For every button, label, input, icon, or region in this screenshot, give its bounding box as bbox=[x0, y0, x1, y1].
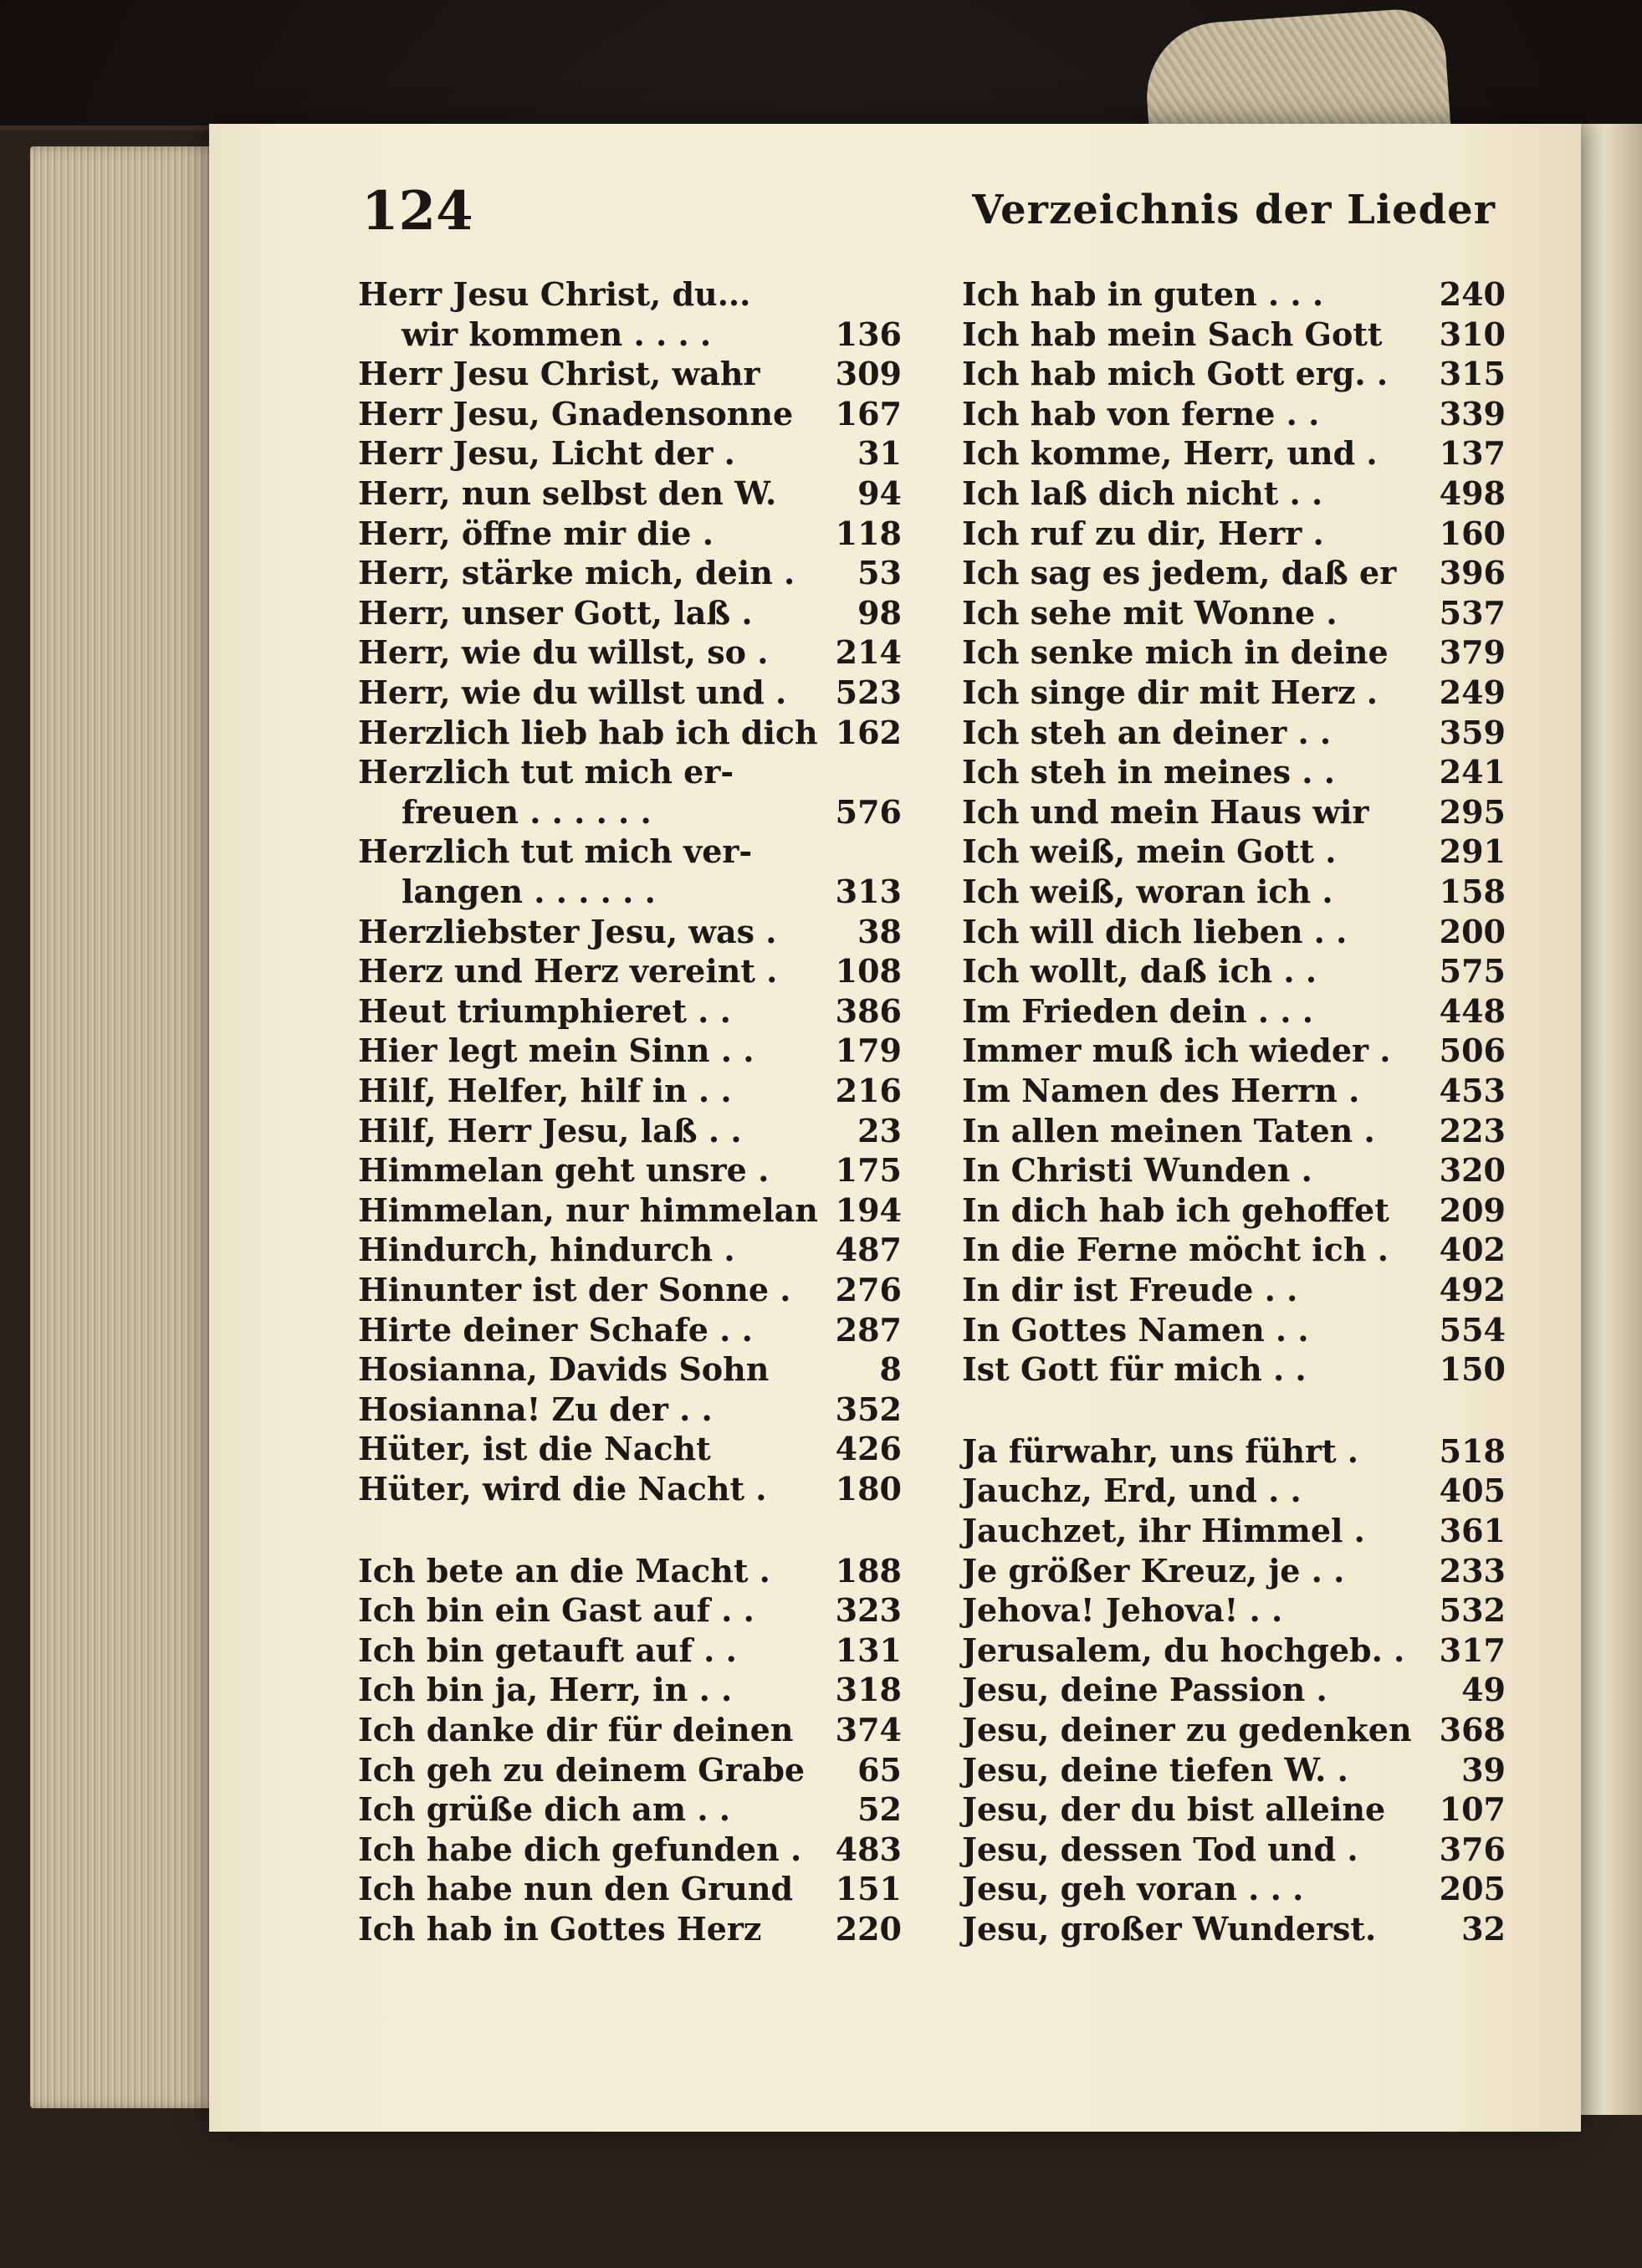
index-entry bbox=[358, 872, 902, 912]
index-entry bbox=[358, 912, 902, 952]
index-entry bbox=[358, 673, 902, 713]
hymn-number: 249 bbox=[1439, 673, 1506, 711]
hymn-number: 576 bbox=[835, 792, 902, 831]
hymn-title: Jehova! Jehova! . . bbox=[962, 1591, 1283, 1630]
hymn-number: 216 bbox=[835, 1072, 902, 1109]
index-entry bbox=[358, 553, 902, 593]
hymn-title: Ich sehe mit Wonne . bbox=[962, 593, 1338, 632]
hymn-number: 498 bbox=[1439, 474, 1506, 512]
hymn-number: 49 bbox=[1461, 1671, 1506, 1709]
index-entry bbox=[962, 274, 1506, 315]
hymn-number: 426 bbox=[835, 1430, 902, 1468]
hymn-number: 523 bbox=[835, 673, 902, 711]
index-entry bbox=[358, 1551, 902, 1591]
hymn-title: Hinunter ist der Sonne . bbox=[358, 1271, 791, 1308]
hymn-number: 532 bbox=[1439, 1591, 1506, 1630]
hymn-title: Herzlich tut mich ver- bbox=[358, 832, 753, 871]
index-entry bbox=[358, 1071, 902, 1111]
hymn-title: Hosianna, Davids Sohn bbox=[358, 1350, 770, 1389]
hymn-number: 52 bbox=[857, 1790, 902, 1829]
hymn-number: 506 bbox=[1439, 1032, 1506, 1070]
hymn-title: Hüter, ist die Nacht bbox=[358, 1430, 711, 1468]
index-entry bbox=[358, 1909, 902, 1949]
hymn-number: 136 bbox=[835, 315, 902, 353]
hymn-title: Ich wollt, daß ich . . bbox=[962, 952, 1317, 991]
hymn-title: Jesu, dessen Tod und . bbox=[962, 1830, 1358, 1868]
index-entry bbox=[358, 1789, 902, 1830]
hymn-title: Herr, öffne mir die . bbox=[358, 514, 714, 552]
hymn-number: 318 bbox=[835, 1671, 902, 1709]
hymn-number: 118 bbox=[835, 514, 902, 552]
page-header bbox=[361, 180, 1496, 255]
index-entry bbox=[358, 713, 902, 753]
hymn-number: 315 bbox=[1439, 355, 1506, 393]
hymn-title: Ich bin getauft auf . . bbox=[358, 1631, 737, 1669]
hymn-number: 23 bbox=[857, 1111, 902, 1149]
index-entry bbox=[962, 1909, 1506, 1949]
index-entry bbox=[962, 1230, 1506, 1270]
hymn-title: Jesu, deiner zu gedenken bbox=[962, 1711, 1412, 1748]
hymn-title: Herr, stärke mich, dein . bbox=[358, 554, 795, 592]
hymn-number: 448 bbox=[1439, 991, 1506, 1030]
hymn-title: Ich hab mich Gott erg. . bbox=[962, 355, 1389, 393]
index-entry bbox=[358, 593, 902, 633]
hymn-title: In allen meinen Taten . bbox=[962, 1111, 1375, 1149]
hymn-number: 405 bbox=[1439, 1472, 1506, 1510]
hymn-number: 309 bbox=[835, 355, 902, 393]
hymn-title: langen . . . . . . bbox=[402, 873, 656, 910]
hymn-title: Ich habe dich gefunden . bbox=[358, 1830, 802, 1868]
index-entry bbox=[358, 1869, 902, 1909]
index-entry bbox=[358, 1750, 902, 1790]
hymn-number: 518 bbox=[1439, 1431, 1506, 1470]
hymn-number: 287 bbox=[835, 1310, 902, 1349]
index-entry bbox=[358, 752, 902, 792]
index-entry bbox=[358, 1031, 902, 1071]
hymn-title: freuen . . . . . . bbox=[402, 792, 652, 831]
hymn-title: Jesu, großer Wunderst. bbox=[962, 1910, 1377, 1948]
hymn-title: Hüter, wird die Nacht . bbox=[358, 1470, 767, 1508]
index-entry bbox=[962, 1031, 1506, 1071]
hymn-number: 200 bbox=[1439, 912, 1506, 950]
hymn-number: 98 bbox=[857, 593, 902, 632]
index-entry bbox=[962, 1471, 1506, 1511]
hymn-title: Ich danke dir für deinen bbox=[358, 1711, 794, 1748]
hymn-title: Jesu, geh voran . . . bbox=[962, 1870, 1304, 1908]
index-entry bbox=[962, 1670, 1506, 1710]
index-entry bbox=[962, 1551, 1506, 1591]
index-entry bbox=[962, 792, 1506, 832]
index-entry bbox=[358, 1631, 902, 1671]
index-entry bbox=[358, 474, 902, 514]
hymn-number: 453 bbox=[1439, 1072, 1506, 1109]
hymn-number: 368 bbox=[1439, 1711, 1506, 1748]
hymn-title: Jesu, der du bist alleine bbox=[962, 1790, 1386, 1829]
index-entry bbox=[358, 1670, 902, 1710]
hymn-title: Hindurch, hindurch . bbox=[358, 1231, 735, 1269]
index-entry bbox=[962, 1830, 1506, 1870]
hymn-number: 374 bbox=[835, 1711, 902, 1748]
hymn-number: 223 bbox=[1439, 1111, 1506, 1149]
index-entry bbox=[962, 394, 1506, 434]
hymn-title: Himmelan geht unsre . bbox=[358, 1151, 770, 1190]
index-entry bbox=[358, 394, 902, 434]
hymn-number: 575 bbox=[1439, 952, 1506, 991]
index-entry bbox=[962, 1190, 1506, 1231]
hymn-number: 339 bbox=[1439, 394, 1506, 433]
hymn-title: Ich steh in meines . . bbox=[962, 753, 1335, 791]
hymn-title: Herr Jesu, Gnadensonne bbox=[358, 394, 794, 433]
hymn-number: 160 bbox=[1439, 514, 1506, 552]
hymn-title: Ich geh zu deinem Grabe bbox=[358, 1750, 806, 1789]
index-entry bbox=[962, 1511, 1506, 1551]
hymn-number: 94 bbox=[857, 474, 902, 512]
index-entry bbox=[962, 1270, 1506, 1310]
index-entry bbox=[962, 1349, 1506, 1390]
hymn-title: In dich hab ich gehoffet bbox=[962, 1190, 1389, 1229]
index-entry bbox=[962, 1789, 1506, 1830]
index-entry bbox=[358, 1150, 902, 1190]
hymn-title: Im Namen des Herrn . bbox=[962, 1072, 1360, 1109]
index-entry bbox=[358, 1230, 902, 1270]
hymn-number: 352 bbox=[835, 1390, 902, 1428]
hymn-title: Jauchzet, ihr Himmel . bbox=[962, 1512, 1365, 1549]
hymn-title: In Christi Wunden . bbox=[962, 1151, 1312, 1190]
hymn-number: 175 bbox=[835, 1151, 902, 1190]
index-entry bbox=[358, 832, 902, 872]
hymn-number: 65 bbox=[857, 1750, 902, 1789]
index-entry bbox=[962, 1150, 1506, 1190]
hymn-number: 131 bbox=[835, 1631, 902, 1669]
index-entry bbox=[962, 1431, 1506, 1472]
index-entry bbox=[358, 632, 902, 673]
hymn-number: 291 bbox=[1439, 832, 1506, 871]
hymn-title: Ich hab in Gottes Herz bbox=[358, 1910, 762, 1948]
index-entry bbox=[962, 713, 1506, 753]
index-entry bbox=[962, 433, 1506, 474]
hymn-title: Himmelan, nur himmelan bbox=[358, 1190, 818, 1229]
index-entry bbox=[358, 1270, 902, 1310]
index-entry bbox=[358, 792, 902, 832]
hymn-title: Ich sag es jedem, daß er bbox=[962, 554, 1397, 592]
page-number: 124 bbox=[361, 180, 473, 243]
index-entry bbox=[962, 872, 1506, 912]
hymn-title: Immer muß ich wieder . bbox=[962, 1032, 1391, 1070]
hymn-number: 220 bbox=[835, 1910, 902, 1948]
hymn-number: 180 bbox=[835, 1470, 902, 1508]
hymn-title: Herzliebster Jesu, was . bbox=[358, 912, 777, 950]
hymn-title: Herr Jesu, Licht der . bbox=[358, 434, 735, 473]
index-entry bbox=[962, 673, 1506, 713]
hymn-title: Hirte deiner Schafe . . bbox=[358, 1310, 753, 1349]
hymn-title: Ich bete an die Macht . bbox=[358, 1551, 770, 1590]
hymn-title: Hosianna! Zu der . . bbox=[358, 1390, 713, 1428]
hymn-number: 167 bbox=[835, 394, 902, 433]
hymn-title: Jesu, deine tiefen W. . bbox=[962, 1750, 1348, 1789]
hymn-title: Ich hab mein Sach Gott bbox=[962, 315, 1383, 353]
hymn-number: 483 bbox=[835, 1830, 902, 1868]
hymn-title: Ich hab von ferne . . bbox=[962, 394, 1320, 433]
index-entry bbox=[962, 315, 1506, 355]
hymn-number: 150 bbox=[1439, 1350, 1506, 1389]
hymn-number: 31 bbox=[857, 434, 902, 473]
hymn-title: Im Frieden dein . . . bbox=[962, 991, 1313, 1030]
index-entry bbox=[962, 1071, 1506, 1111]
index-entry bbox=[962, 832, 1506, 872]
index-entry bbox=[962, 1590, 1506, 1631]
index-entry bbox=[962, 752, 1506, 792]
index-entry bbox=[358, 1710, 902, 1750]
hymn-number: 209 bbox=[1439, 1190, 1506, 1229]
index-entry bbox=[358, 1310, 902, 1350]
hymn-number: 32 bbox=[1461, 1910, 1506, 1948]
index-entry bbox=[962, 593, 1506, 633]
index-entry bbox=[962, 1869, 1506, 1909]
hymn-title: Herz und Herz vereint . bbox=[358, 952, 778, 991]
hymn-number: 241 bbox=[1439, 753, 1506, 791]
hymn-number: 396 bbox=[1439, 554, 1506, 592]
hymn-title: In die Ferne möcht ich . bbox=[962, 1231, 1389, 1269]
running-title: Verzeichnis der Lieder bbox=[972, 187, 1496, 233]
hymn-number: 402 bbox=[1439, 1231, 1506, 1269]
index-entry bbox=[962, 632, 1506, 673]
hymn-title: Ja fürwahr, uns führt . bbox=[962, 1431, 1359, 1470]
index-entry bbox=[358, 315, 902, 355]
hymn-number: 107 bbox=[1439, 1790, 1506, 1829]
hymn-title: Jauchz, Erd, und . . bbox=[962, 1472, 1302, 1510]
hymn-number: 53 bbox=[857, 554, 902, 592]
hymn-title: Jesu, deine Passion . bbox=[962, 1671, 1327, 1709]
hymn-number: 158 bbox=[1439, 873, 1506, 910]
hymn-title: Hilf, Herr Jesu, laß . . bbox=[358, 1111, 742, 1149]
hymn-number: 323 bbox=[835, 1591, 902, 1630]
hymn-number: 205 bbox=[1439, 1870, 1506, 1908]
hymn-title: Herr Jesu Christ, wahr bbox=[358, 355, 760, 393]
index-entry bbox=[962, 514, 1506, 554]
hymn-title: Ich grüße dich am . . bbox=[358, 1790, 731, 1829]
hymn-number: 276 bbox=[835, 1271, 902, 1308]
hymn-title: Ich will dich lieben . . bbox=[962, 912, 1348, 950]
hymn-title: Ich singe dir mit Herz . bbox=[962, 673, 1379, 711]
index-entry bbox=[962, 1111, 1506, 1151]
hymn-title: Ich ruf zu dir, Herr . bbox=[962, 514, 1324, 552]
hymn-title: Hier legt mein Sinn . . bbox=[358, 1032, 755, 1070]
hymn-title: Ich hab in guten . . . bbox=[962, 275, 1324, 313]
hymn-title: Heut triumphieret . . bbox=[358, 991, 731, 1030]
hymn-title: Herr, wie du willst und . bbox=[358, 673, 787, 711]
hymn-number: 310 bbox=[1439, 315, 1506, 353]
index-entry bbox=[358, 514, 902, 554]
hymn-title: Ich senke mich in deine bbox=[962, 633, 1389, 672]
index-entry bbox=[962, 1750, 1506, 1790]
hymn-title: Herr, wie du willst, so . bbox=[358, 633, 769, 672]
hymn-number: 214 bbox=[835, 633, 902, 672]
hymn-number: 492 bbox=[1439, 1271, 1506, 1308]
hymn-title: Herr, unser Gott, laß . bbox=[358, 593, 753, 632]
hymn-title: In dir ist Freude . . bbox=[962, 1271, 1298, 1308]
hymn-number: 179 bbox=[835, 1032, 902, 1070]
hymn-number: 39 bbox=[1461, 1750, 1506, 1789]
index-entry bbox=[358, 1469, 902, 1509]
hymn-number: 379 bbox=[1439, 633, 1506, 672]
hymn-number: 162 bbox=[835, 713, 902, 751]
hymn-number: 38 bbox=[857, 912, 902, 950]
hymn-number: 108 bbox=[835, 952, 902, 991]
hymn-title: Herzlich tut mich er- bbox=[358, 753, 734, 791]
hymn-title: Herr, nun selbst den W. bbox=[358, 474, 777, 512]
hymn-number: 8 bbox=[879, 1350, 902, 1389]
hymn-number: 376 bbox=[1439, 1830, 1506, 1868]
hymn-title: Ich habe nun den Grund bbox=[358, 1870, 794, 1908]
hymn-number: 554 bbox=[1439, 1310, 1506, 1349]
hymn-number: 240 bbox=[1439, 275, 1506, 313]
hymn-number: 151 bbox=[835, 1870, 902, 1908]
index-entry bbox=[962, 1310, 1506, 1350]
index-entry bbox=[358, 1830, 902, 1870]
index-entry bbox=[358, 1349, 902, 1390]
hymn-number: 137 bbox=[1439, 434, 1506, 473]
hymn-number: 313 bbox=[835, 873, 902, 910]
index-entry bbox=[962, 553, 1506, 593]
hymn-title: Je größer Kreuz, je . . bbox=[962, 1551, 1345, 1590]
hymn-title: Ist Gott für mich . . bbox=[962, 1350, 1307, 1389]
index-entry bbox=[358, 433, 902, 474]
hymn-title: Ich bin ein Gast auf . . bbox=[358, 1591, 755, 1630]
index-entry bbox=[962, 474, 1506, 514]
hymn-title: wir kommen . . . . bbox=[402, 315, 712, 353]
hymn-number: 487 bbox=[835, 1231, 902, 1269]
index-entry bbox=[358, 1429, 902, 1469]
hymn-number: 537 bbox=[1439, 593, 1506, 632]
index-entry bbox=[962, 354, 1506, 394]
hymn-title: Ich weiß, mein Gott . bbox=[962, 832, 1337, 871]
hymn-number: 320 bbox=[1439, 1151, 1506, 1190]
hymn-number: 188 bbox=[835, 1551, 902, 1590]
hymn-number: 317 bbox=[1439, 1631, 1506, 1669]
hymn-number: 361 bbox=[1439, 1512, 1506, 1549]
index-entry bbox=[962, 951, 1506, 991]
hymn-number: 194 bbox=[835, 1190, 902, 1229]
index-entry bbox=[358, 991, 902, 1032]
index-entry bbox=[358, 951, 902, 991]
page-block-edges bbox=[30, 146, 223, 2108]
index-entry bbox=[358, 1111, 902, 1151]
facing-page-edge bbox=[1579, 124, 1642, 2115]
hymn-title: Herr Jesu Christ, du... bbox=[358, 275, 751, 313]
hymn-title: Hilf, Helfer, hilf in . . bbox=[358, 1072, 732, 1109]
hymn-number: 233 bbox=[1439, 1551, 1506, 1590]
index-entry bbox=[962, 991, 1506, 1032]
index-entry bbox=[962, 912, 1506, 952]
hymn-number: 295 bbox=[1439, 792, 1506, 831]
hymn-title: In Gottes Namen . . bbox=[962, 1310, 1309, 1349]
index-entry bbox=[358, 1190, 902, 1231]
index-entry bbox=[358, 1590, 902, 1631]
hymn-number: 386 bbox=[835, 991, 902, 1030]
index-entry bbox=[358, 354, 902, 394]
hymn-title: Ich komme, Herr, und . bbox=[962, 434, 1378, 473]
index-entry bbox=[962, 1710, 1506, 1750]
hymn-title: Ich bin ja, Herr, in . . bbox=[358, 1671, 733, 1709]
hymn-title: Ich laß dich nicht . . bbox=[962, 474, 1323, 512]
index-entry bbox=[358, 274, 902, 315]
hymn-title: Jerusalem, du hochgeb. . bbox=[962, 1631, 1405, 1669]
hymn-title: Ich und mein Haus wir bbox=[962, 792, 1369, 831]
index-entry bbox=[962, 1631, 1506, 1671]
hymn-title: Ich weiß, woran ich . bbox=[962, 873, 1333, 910]
hymn-number: 359 bbox=[1439, 713, 1506, 751]
hymn-title: Herzlich lieb hab ich dich bbox=[358, 713, 818, 751]
hymn-title: Ich steh an deiner . . bbox=[962, 713, 1332, 751]
index-entry bbox=[358, 1390, 902, 1430]
